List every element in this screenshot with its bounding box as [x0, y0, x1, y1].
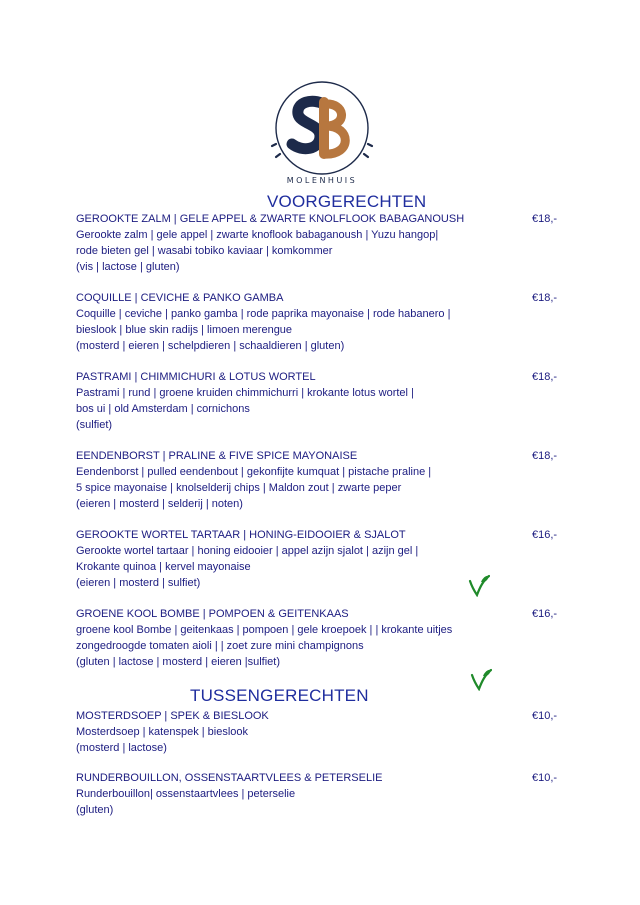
dish-description: bos ui | old Amsterdam | cornichons — [76, 403, 250, 415]
dish-name: PASTRAMI | CHIMMICHURI & LOTUS WORTEL — [76, 371, 316, 383]
logo-arc-text: MOLENHUIS — [286, 176, 358, 185]
dish-description: Gerookte wortel tartaar | honing eidooier | appel azijn sjalot | azijn gel | — [76, 545, 419, 557]
dish-price: €16,- — [532, 529, 558, 541]
dish-price: €18,- — [532, 450, 558, 462]
dish-description: Gerookte zalm | gele appel | zwarte knoflook babaganoush | Yuzu hangop| — [76, 229, 439, 241]
restaurant-logo — [262, 74, 382, 194]
dish-allergens: (gluten | lactose | mosterd | eieren |sulfiet) — [76, 656, 281, 668]
menu-item — [76, 606, 516, 670]
menu-item — [76, 290, 516, 354]
dish-allergens: (mosterd | eieren | schelpdieren | schaaldieren | gluten) — [76, 340, 345, 352]
dish-allergens: (vis | lactose | gluten) — [76, 261, 180, 273]
dish-description: Krokante quinoa | kervel mayonaise — [76, 561, 251, 573]
dish-price: €16,- — [532, 608, 558, 620]
dish-allergens: (eieren | mosterd | sulfiet) — [76, 577, 201, 589]
dish-description: Pastrami | rund | groene kruiden chimmichurri | krokante lotus wortel | — [76, 387, 414, 399]
dish-description: Eendenborst | pulled eendenbout | gekonfijte kumquat | pistache praline | — [76, 466, 432, 478]
dish-allergens: (eieren | mosterd | selderij | noten) — [76, 498, 243, 510]
dish-name: GEROOKTE ZALM | GELE APPEL & ZWARTE KNOLFLOOK BABAGANOUSH — [76, 213, 465, 225]
dish-price: €18,- — [532, 371, 558, 383]
dish-description: zongedroogde tomaten aioli | | zoet zure mini champignons — [76, 640, 364, 652]
dish-description: groene kool Bombe | geitenkaas | pompoen | gele kroepoek | | krokante uitjes — [76, 624, 453, 636]
dish-description: Coquille | ceviche | panko gamba | rode paprika mayonaise | rode habanero | — [76, 308, 451, 320]
menu-item — [76, 708, 516, 756]
dish-name: GROENE KOOL BOMBE | POMPOEN & GEITENKAAS — [76, 608, 349, 620]
dish-price: €18,- — [532, 292, 558, 304]
dish-name: COQUILLE | CEVICHE & PANKO GAMBA — [76, 292, 284, 304]
dish-name: RUNDERBOUILLON, OSSENSTAARTVLEES & PETERSELIE — [76, 772, 383, 784]
dish-allergens: (mosterd | lactose) — [76, 742, 167, 754]
menu-item — [76, 369, 516, 433]
dish-name: EENDENBORST | PRALINE & FIVE SPICE MAYONAISE — [76, 450, 358, 462]
vegetarian-leaf-icon — [470, 667, 492, 691]
menu-item — [76, 211, 516, 275]
menu-item — [76, 448, 516, 512]
menu-item — [76, 770, 516, 818]
dish-price: €10,- — [532, 772, 558, 784]
dish-description: 5 spice mayonaise | knolselderij chips | Maldon zout | zwarte peper — [76, 482, 402, 494]
dish-allergens: (gluten) — [76, 804, 114, 816]
vegetarian-leaf-icon — [468, 573, 490, 597]
section-title-voorgerechten: VOORGERECHTEN — [267, 192, 427, 211]
dish-price: €10,- — [532, 710, 558, 722]
dish-allergens: (sulfiet) — [76, 419, 113, 431]
dish-description: bieslook | blue skin radijs | limoen merengue — [76, 324, 293, 336]
menu-item — [76, 527, 516, 591]
dish-description: Runderbouillon| ossenstaartvlees | peterselie — [76, 788, 296, 800]
dish-name: MOSTERDSOEP | SPEK & BIESLOOK — [76, 710, 269, 722]
section-title-tussengerechten: TUSSENGERECHTEN — [190, 686, 369, 705]
dish-name: GEROOKTE WORTEL TARTAAR | HONING-EIDOOIER & SJALOT — [76, 529, 406, 541]
dish-description: rode bieten gel | wasabi tobiko kaviaar | komkommer — [76, 245, 333, 257]
dish-description: Mosterdsoep | katenspek | bieslook — [76, 726, 249, 738]
dish-price: €18,- — [532, 213, 558, 225]
